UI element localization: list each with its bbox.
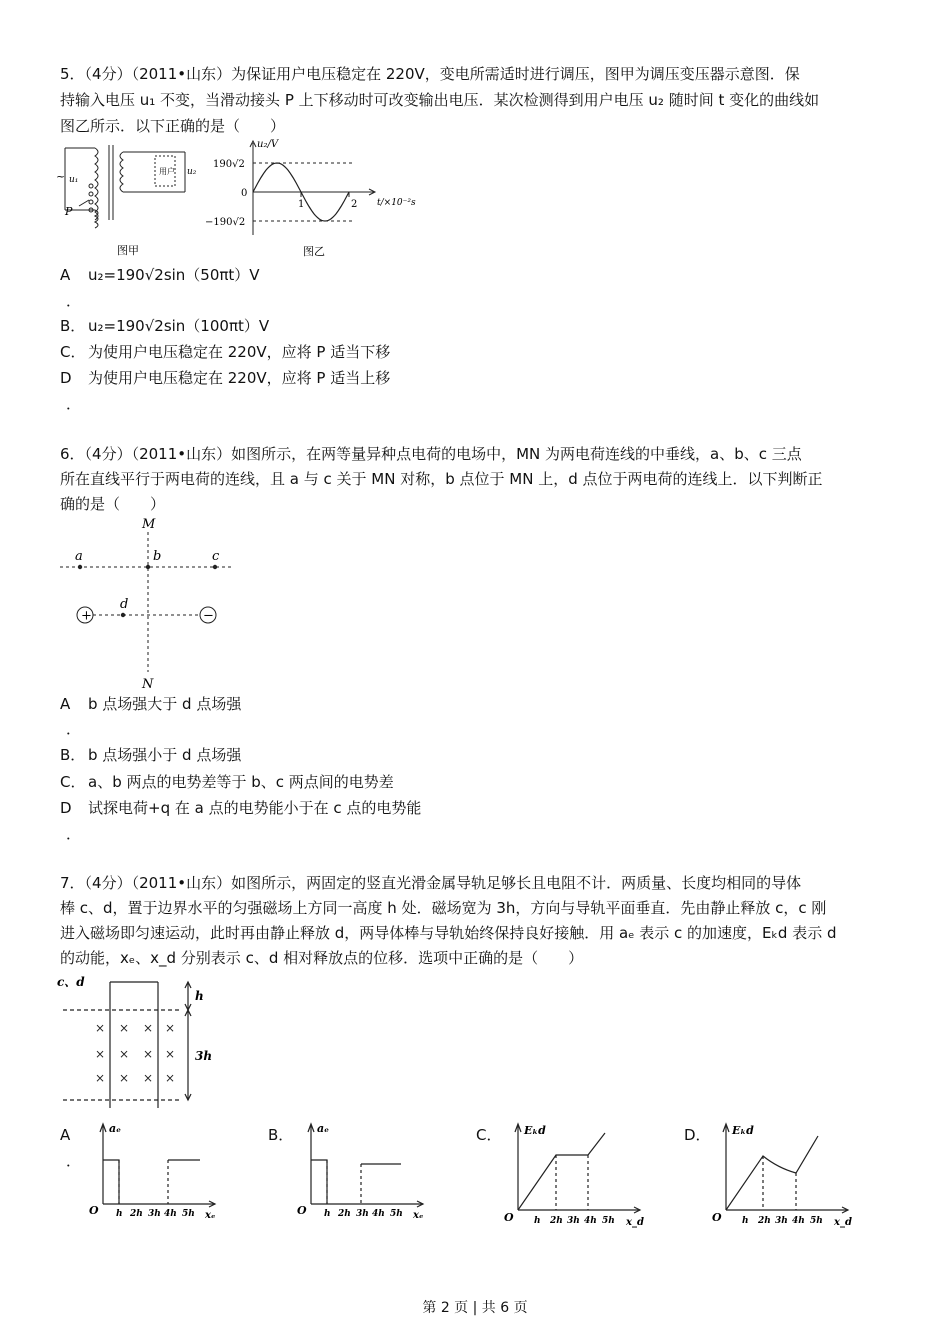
fig-b-xtick-1: 1 (298, 199, 305, 210)
label-c: c (212, 549, 220, 564)
q5-option-c-key[interactable]: C． (60, 343, 86, 361)
q6-option-d-dot: ． (66, 825, 82, 843)
q5-option-a-key[interactable]: A (60, 266, 71, 284)
q5-line-3: 图乙所示．以下正确的是（ ） (60, 117, 286, 135)
graph-d-ylabel: Eₖd (732, 1124, 754, 1137)
q7-option-b-key[interactable]: B． (268, 1126, 294, 1144)
label-h: h (195, 989, 204, 1003)
graph-a-tick-2h: 2h (130, 1209, 143, 1219)
q6-line-3: 确的是（ ） (60, 495, 166, 513)
graph-a-xlabel: xₑ (205, 1210, 216, 1221)
graph-a-tick-4h: 4h (164, 1209, 177, 1219)
q5-option-d[interactable]: 为使用户电压稳定在 220V，应将 P 适当上移 (88, 369, 391, 387)
q7-line-3: 进入磁场即匀速运动，此时再由静止释放 d，两导体棒与导轨始终保持良好接触．用 aₑ 表示 c 的加速度，Eₖd 表示 d (60, 924, 837, 942)
field-cross: × (143, 1071, 154, 1085)
q7-option-a-key[interactable]: A (60, 1126, 71, 1144)
field-cross: × (119, 1047, 130, 1061)
label-m: M (142, 517, 156, 532)
graph-b-tick-h: h (324, 1209, 331, 1219)
sine-figure (205, 135, 425, 260)
graph-d-origin: O (712, 1211, 722, 1224)
field-cross: × (95, 1047, 106, 1061)
graph-b-tick-4h: 4h (372, 1209, 385, 1219)
rails-figure (55, 970, 225, 1120)
graph-d-xlabel: x_d (834, 1217, 852, 1228)
fig-b-xtick-2: 2 (351, 199, 358, 210)
label-d: d (120, 597, 129, 612)
charges-figure (55, 512, 245, 692)
field-cross: × (165, 1071, 176, 1085)
q6-line-1: 6．（4分）（2011•山东）如图所示，在两等量异种点电荷的电场中，MN 为两电荷连线的中垂线，a、b、c 三点 (60, 445, 802, 463)
graph-b-ylabel: aₑ (317, 1122, 330, 1135)
graph-c-ylabel: Eₖd (524, 1124, 546, 1137)
graph-a-tick-h: h (116, 1209, 123, 1219)
graph-b[interactable] (293, 1118, 443, 1228)
graph-d[interactable] (708, 1118, 868, 1233)
q6-option-a-key[interactable]: A (60, 695, 71, 713)
q7-line-2: 棒 c、d，置于边界水平的匀强磁场上方同一高度 h 处．磁场宽为 3h，方向与导轨平面垂直．先由静止释放 c，c 刚 (60, 899, 827, 917)
transformer-figure (55, 140, 205, 260)
q6-option-c-key[interactable]: C． (60, 773, 86, 791)
graph-d-tick-5h: 5h (810, 1216, 823, 1226)
u1-label: u₁ (69, 175, 79, 185)
label-a: a (75, 549, 83, 564)
q6-option-b-key[interactable]: B． (60, 746, 86, 764)
label-3h: 3h (195, 1049, 213, 1063)
graph-d-tick-h: h (742, 1216, 749, 1226)
label-b: b (153, 549, 162, 564)
graph-a[interactable] (85, 1118, 235, 1228)
field-cross: × (143, 1021, 154, 1035)
graph-b-xlabel: xₑ (413, 1210, 424, 1221)
q6-option-b[interactable]: b 点场强小于 d 点场强 (88, 746, 242, 764)
fig-b-ylabel: u₂/V (257, 139, 279, 150)
q5-option-b-key[interactable]: B． (60, 317, 86, 335)
minus-charge: − (203, 608, 214, 624)
q6-option-a[interactable]: b 点场强大于 d 点场强 (88, 695, 242, 713)
fig-b-caption: 图乙 (303, 245, 325, 258)
q6-line-2: 所在直线平行于两电荷的连线，且 a 与 c 关于 MN 对称，b 点位于 MN 上，d 点位于两电荷的连线上．以下判断正 (60, 470, 823, 488)
u2-label: u₂ (187, 167, 197, 177)
graph-b-tick-2h: 2h (338, 1209, 351, 1219)
q5-line-1: 5．（4分）（2011•山东）为保证用户电压稳定在 220V，变电所需适时进行调压，图甲为调压变压器示意图．保 (60, 65, 800, 83)
q7-line-1: 7．（4分）（2011•山东）如图所示，两固定的竖直光滑金属导轨足够长且电阻不计．两质量、长度均相同的导体 (60, 874, 802, 892)
q7-option-a-dot: ． (66, 1152, 82, 1170)
field-cross: × (165, 1047, 176, 1061)
field-cross: × (165, 1021, 176, 1035)
q7-line-4: 的动能，xₑ、x_d 分别表示 c、d 相对释放点的位移．选项中正确的是（ ） (60, 949, 584, 967)
graph-c-tick-5h: 5h (602, 1216, 615, 1226)
graph-c-origin: O (504, 1211, 514, 1224)
q5-line-2: 持输入电压 u₁ 不变，当滑动接头 P 上下移动时可改变输出电压．某次检测得到用户电压 u₂ 随时间 t 变化的曲线如 (60, 91, 820, 109)
tilde-label: ~ (56, 170, 66, 183)
q6-option-c[interactable]: a、b 两点的电势差等于 b、c 两点间的电势差 (88, 773, 394, 791)
q5-option-a-dot: ． (66, 292, 82, 310)
graph-b-tick-5h: 5h (390, 1209, 403, 1219)
graph-c-tick-h: h (534, 1216, 541, 1226)
graph-d-tick-4h: 4h (792, 1216, 805, 1226)
graph-b-tick-3h: 3h (356, 1209, 369, 1219)
field-cross: × (119, 1071, 130, 1085)
q6-option-d[interactable]: 试探电荷+q 在 a 点的电势能小于在 c 点的电势能 (88, 799, 422, 817)
label-n: N (142, 677, 154, 692)
field-cross: × (143, 1047, 154, 1061)
fig-b-ytick-bottom: −190√2 (205, 217, 246, 228)
q5-option-b[interactable]: u₂=190√2sin（100πt）V (88, 317, 270, 335)
field-cross: × (95, 1071, 106, 1085)
graph-c-tick-3h: 3h (567, 1216, 580, 1226)
q5-option-a[interactable]: u₂=190√2sin（50πt）V (88, 266, 260, 284)
user-label: 用户 (159, 167, 175, 176)
p-label: P (65, 205, 73, 218)
page-footer: 第 2 页 | 共 6 页 (422, 1300, 528, 1316)
field-cross: × (119, 1021, 130, 1035)
graph-a-origin: O (89, 1204, 99, 1217)
fig-b-ytick-top: 190√2 (213, 159, 245, 170)
fig-b-ytick-zero: 0 (241, 188, 248, 199)
label-cd: c、d (57, 975, 85, 989)
graph-c-tick-4h: 4h (584, 1216, 597, 1226)
q7-option-d-key[interactable]: D． (684, 1126, 711, 1144)
q5-option-d-dot: ． (66, 395, 82, 413)
graph-a-tick-3h: 3h (148, 1209, 161, 1219)
graph-a-tick-5h: 5h (182, 1209, 195, 1219)
graph-c-tick-2h: 2h (550, 1216, 563, 1226)
fig-b-xlabel: t/×10⁻²s (377, 198, 416, 208)
q6-option-d-key[interactable]: D (60, 799, 72, 817)
graph-a-ylabel: aₑ (109, 1122, 122, 1135)
graph-c-xlabel: x_d (626, 1217, 644, 1228)
q6-option-a-dot: ． (66, 720, 82, 738)
plus-charge: + (81, 608, 92, 624)
graph-b-origin: O (297, 1204, 307, 1217)
graph-c[interactable] (500, 1118, 660, 1233)
field-cross: × (95, 1021, 106, 1035)
graph-d-tick-3h: 3h (775, 1216, 788, 1226)
fig-a-caption: 图甲 (117, 244, 139, 257)
q7-option-c-key[interactable]: C． (476, 1126, 502, 1144)
q5-option-d-key[interactable]: D (60, 369, 72, 387)
q5-option-c[interactable]: 为使用户电压稳定在 220V，应将 P 适当下移 (88, 343, 391, 361)
graph-d-tick-2h: 2h (758, 1216, 771, 1226)
